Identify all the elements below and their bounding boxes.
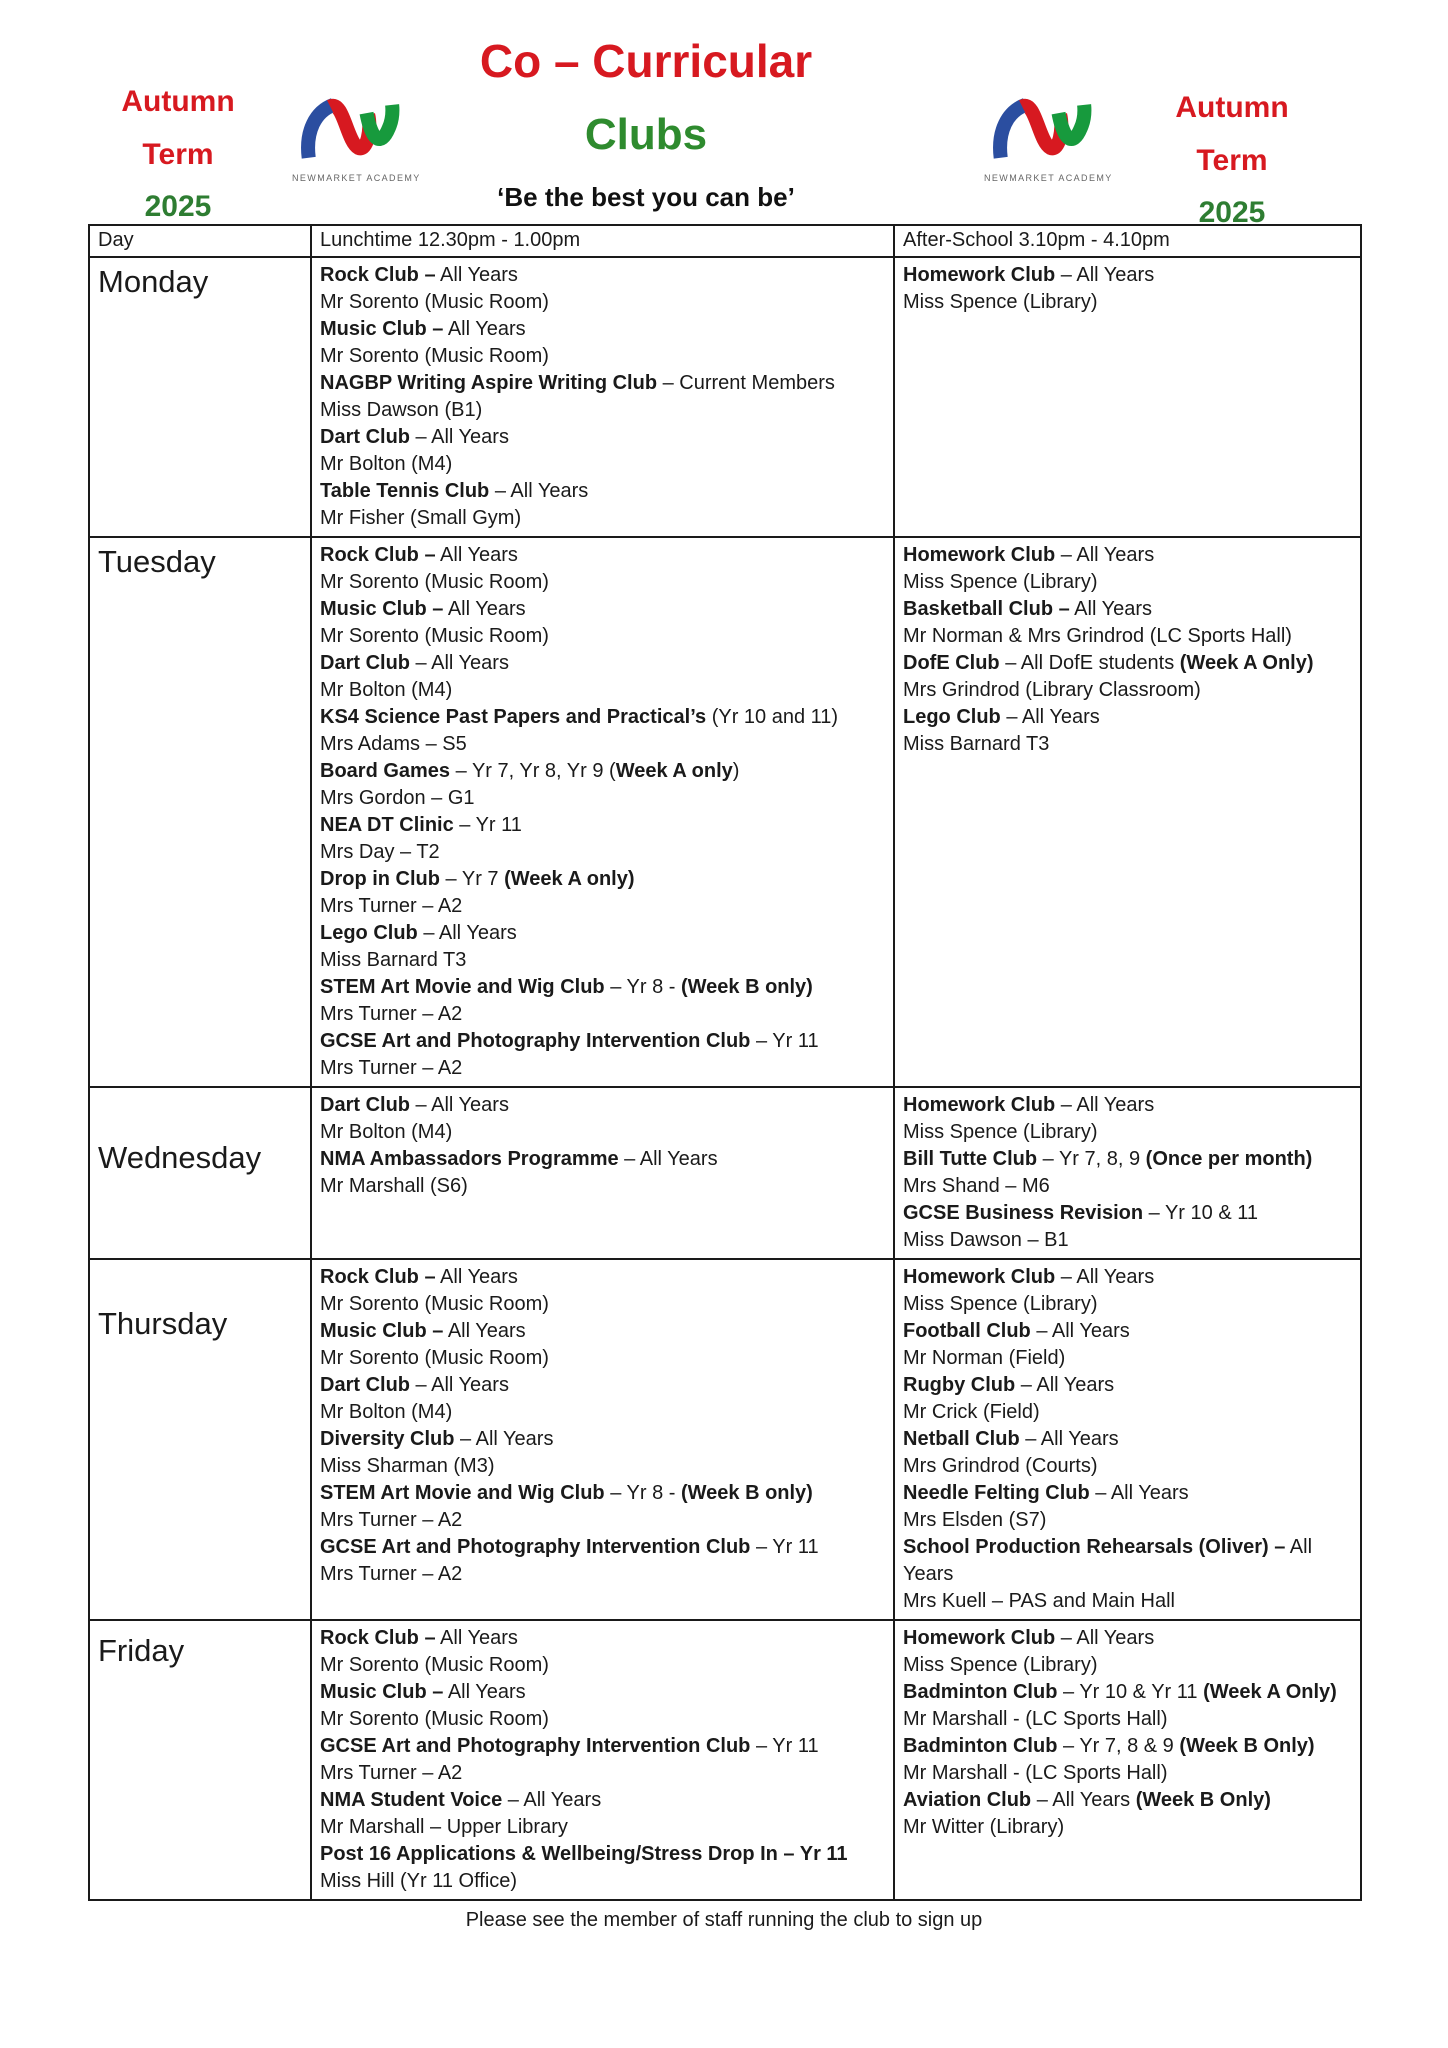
club-line: Post 16 Applications & Wellbeing/Stress Drop In – Yr 11 [320, 1843, 848, 1865]
club-line: Mr Norman & Mrs Grindrod (LC Sports Hall) [903, 625, 1292, 647]
club-line: Music Club – All Years [320, 598, 526, 620]
club-line: Mrs Grindrod (Courts) [903, 1455, 1098, 1477]
after-cell [894, 1259, 1361, 1620]
after-cell [894, 257, 1361, 537]
club-line: Mr Sorento (Music Room) [320, 625, 549, 647]
clubs-table [88, 224, 1362, 1901]
club-line: STEM Art Movie and Wig Club – Yr 8 - (Week B only) [320, 1482, 813, 1504]
club-line: School Production Rehearsals (Oliver) – All Years [903, 1536, 1313, 1585]
club-line: Mr Sorento (Music Room) [320, 1654, 549, 1676]
col-header-lunchtime: Lunchtime 12.30pm - 1.00pm [311, 225, 894, 257]
club-line: Mrs Turner – A2 [320, 1762, 463, 1784]
newmarket-academy-ribbon-icon [295, 153, 405, 170]
club-line: NMA Student Voice – All Years [320, 1789, 602, 1811]
school-logo-left-text: NEWMARKET ACADEMY [292, 173, 421, 183]
title-block [426, 34, 866, 213]
school-logo-right-text: NEWMARKET ACADEMY [984, 173, 1113, 183]
term-right-line2: Term [1196, 143, 1268, 177]
club-line: Dart Club – All Years [320, 1094, 509, 1116]
term-left-year: 2025 [144, 190, 212, 223]
club-line: Mr Sorento (Music Room) [320, 1293, 549, 1315]
club-line: Rugby Club – All Years [903, 1374, 1115, 1396]
club-line: Rock Club – All Years [320, 1627, 518, 1649]
page-header [0, 0, 1448, 229]
club-line: Mr Sorento (Music Room) [320, 1347, 549, 1369]
club-line: Homework Club – All Years [903, 544, 1155, 566]
club-line: Mr Norman (Field) [903, 1347, 1066, 1369]
club-line: Dart Club – All Years [320, 426, 509, 448]
club-line: Mr Sorento (Music Room) [320, 345, 549, 367]
club-line: STEM Art Movie and Wig Club – Yr 8 - (Week B only) [320, 976, 813, 998]
day-label: Wednesday [98, 1140, 262, 1175]
term-block-right [1166, 82, 1298, 240]
day-label: Friday [98, 1633, 185, 1668]
club-line: Mr Bolton (M4) [320, 453, 453, 475]
signup-note: Please see the member of staff running the club to sign up [465, 1909, 983, 1931]
club-line: Football Club – All Years [903, 1320, 1130, 1342]
school-logo-left [292, 90, 421, 183]
club-line: Homework Club – All Years [903, 1266, 1155, 1288]
club-line: Mr Witter (Library) [903, 1816, 1065, 1838]
club-line: Mrs Kuell – PAS and Main Hall [903, 1590, 1175, 1612]
club-line: Badminton Club – Yr 10 & Yr 11 (Week A Only) [903, 1681, 1337, 1703]
lunch-cell [311, 1620, 894, 1900]
club-line: Mr Marshall - (LC Sports Hall) [903, 1762, 1168, 1784]
club-line: Homework Club – All Years [903, 264, 1155, 286]
club-line: Rock Club – All Years [320, 1266, 518, 1288]
club-line: Mrs Turner – A2 [320, 1563, 463, 1585]
club-line: Mr Bolton (M4) [320, 1401, 453, 1423]
table-row [89, 1259, 1361, 1620]
term-left-line2: Term [142, 137, 214, 171]
day-label: Thursday [98, 1306, 228, 1341]
lunch-cell [311, 1087, 894, 1259]
club-line: Miss Spence (Library) [903, 1121, 1098, 1143]
club-line: Mrs Adams – S5 [320, 733, 467, 755]
club-line: Miss Barnard T3 [903, 733, 1050, 755]
day-cell [89, 1620, 311, 1900]
table-row [89, 257, 1361, 537]
club-line: Mr Fisher (Small Gym) [320, 507, 522, 529]
club-line: KS4 Science Past Papers and Practical’s (Yr 10 and 11) [320, 706, 839, 728]
school-logo-right [984, 90, 1113, 183]
day-cell [89, 1087, 311, 1259]
club-line: Miss Hill (Yr 11 Office) [320, 1870, 518, 1892]
club-line: Dart Club – All Years [320, 652, 509, 674]
club-line: Mr Crick (Field) [903, 1401, 1040, 1423]
day-cell [89, 257, 311, 537]
clubs-table-body [89, 257, 1361, 1900]
after-cell [894, 1087, 1361, 1259]
club-line: GCSE Art and Photography Intervention Club – Yr 11 [320, 1030, 819, 1052]
club-line: Homework Club – All Years [903, 1094, 1155, 1116]
club-line: Music Club – All Years [320, 318, 526, 340]
club-line: Mrs Shand – M6 [903, 1175, 1050, 1197]
table-row [89, 1620, 1361, 1900]
after-cell [894, 1620, 1361, 1900]
club-line: Miss Spence (Library) [903, 571, 1098, 593]
term-right-year: 2025 [1198, 196, 1266, 229]
term-block-left [112, 76, 244, 234]
club-line: Mr Sorento (Music Room) [320, 571, 549, 593]
club-line: Mr Marshall (S6) [320, 1175, 468, 1197]
day-cell [89, 537, 311, 1087]
club-line: Music Club – All Years [320, 1320, 526, 1342]
term-right-line1: Autumn [1175, 91, 1289, 124]
club-line: Needle Felting Club – All Years [903, 1482, 1189, 1504]
club-line: GCSE Business Revision – Yr 10 & 11 [903, 1202, 1258, 1224]
club-line: Table Tennis Club – All Years [320, 480, 589, 502]
club-line: Aviation Club – All Years (Week B Only) [903, 1789, 1271, 1811]
club-line: Lego Club – All Years [320, 922, 517, 944]
club-line: Drop in Club – Yr 7 (Week A only) [320, 868, 635, 890]
club-line: Dart Club – All Years [320, 1374, 509, 1396]
club-line: NEA DT Clinic – Yr 11 [320, 814, 522, 836]
club-line: Mr Marshall – Upper Library [320, 1816, 568, 1838]
club-line: Mr Bolton (M4) [320, 679, 453, 701]
club-line: Mr Bolton (M4) [320, 1121, 453, 1143]
club-line: Music Club – All Years [320, 1681, 526, 1703]
club-line: Mrs Turner – A2 [320, 1509, 463, 1531]
club-line: Mrs Turner – A2 [320, 1057, 463, 1079]
club-line: Miss Dawson – B1 [903, 1229, 1069, 1251]
club-line: Mrs Gordon – G1 [320, 787, 475, 809]
table-row [89, 1087, 1361, 1259]
club-line: Miss Spence (Library) [903, 1654, 1098, 1676]
club-line: Miss Spence (Library) [903, 1293, 1098, 1315]
club-line: Mr Marshall - (LC Sports Hall) [903, 1708, 1168, 1730]
col-header-afterschool: After-School 3.10pm - 4.10pm [894, 225, 1361, 257]
club-line: Homework Club – All Years [903, 1627, 1155, 1649]
term-left-line1: Autumn [121, 85, 235, 118]
club-line: Bill Tutte Club – Yr 7, 8, 9 (Once per month) [903, 1148, 1313, 1170]
club-line: Rock Club – All Years [320, 544, 518, 566]
club-line: Miss Spence (Library) [903, 291, 1098, 313]
day-label: Monday [98, 264, 209, 299]
club-line: Diversity Club – All Years [320, 1428, 554, 1450]
club-line: Miss Sharman (M3) [320, 1455, 495, 1477]
club-line: DofE Club – All DofE students (Week A Only) [903, 652, 1314, 674]
club-line: NMA Ambassadors Programme – All Years [320, 1148, 718, 1170]
club-line: Miss Barnard T3 [320, 949, 467, 971]
lunch-cell [311, 537, 894, 1087]
club-line: NAGBP Writing Aspire Writing Club – Current Members [320, 372, 835, 394]
club-line: Mrs Turner – A2 [320, 895, 463, 917]
club-line: Mr Sorento (Music Room) [320, 1708, 549, 1730]
club-line: Netball Club – All Years [903, 1428, 1119, 1450]
col-header-day: Day [89, 225, 311, 257]
club-line: GCSE Art and Photography Intervention Club – Yr 11 [320, 1536, 819, 1558]
table-row [89, 537, 1361, 1087]
day-label: Tuesday [98, 544, 216, 579]
club-line: Mrs Turner – A2 [320, 1003, 463, 1025]
club-line: Miss Dawson (B1) [320, 399, 483, 421]
day-cell [89, 1259, 311, 1620]
club-line: Mrs Grindrod (Library Classroom) [903, 679, 1201, 701]
club-line: Badminton Club – Yr 7, 8 & 9 (Week B Only) [903, 1735, 1315, 1757]
lunch-cell [311, 1259, 894, 1620]
page-title: Co – Curricular [479, 35, 813, 87]
club-line: Mrs Day – T2 [320, 841, 440, 863]
club-line: Mrs Elsden (S7) [903, 1509, 1047, 1531]
newmarket-academy-ribbon-icon [987, 153, 1097, 170]
after-cell [894, 537, 1361, 1087]
school-motto: ‘Be the best you can be’ [497, 182, 795, 212]
lunch-cell [311, 257, 894, 537]
club-line: Lego Club – All Years [903, 706, 1100, 728]
club-line: GCSE Art and Photography Intervention Club – Yr 11 [320, 1735, 819, 1757]
club-line: Board Games – Yr 7, Yr 8, Yr 9 (Week A only) [320, 760, 740, 782]
club-line: Rock Club – All Years [320, 264, 518, 286]
page-subtitle: Clubs [584, 110, 708, 159]
club-line: Mr Sorento (Music Room) [320, 291, 549, 313]
club-line: Basketball Club – All Years [903, 598, 1153, 620]
